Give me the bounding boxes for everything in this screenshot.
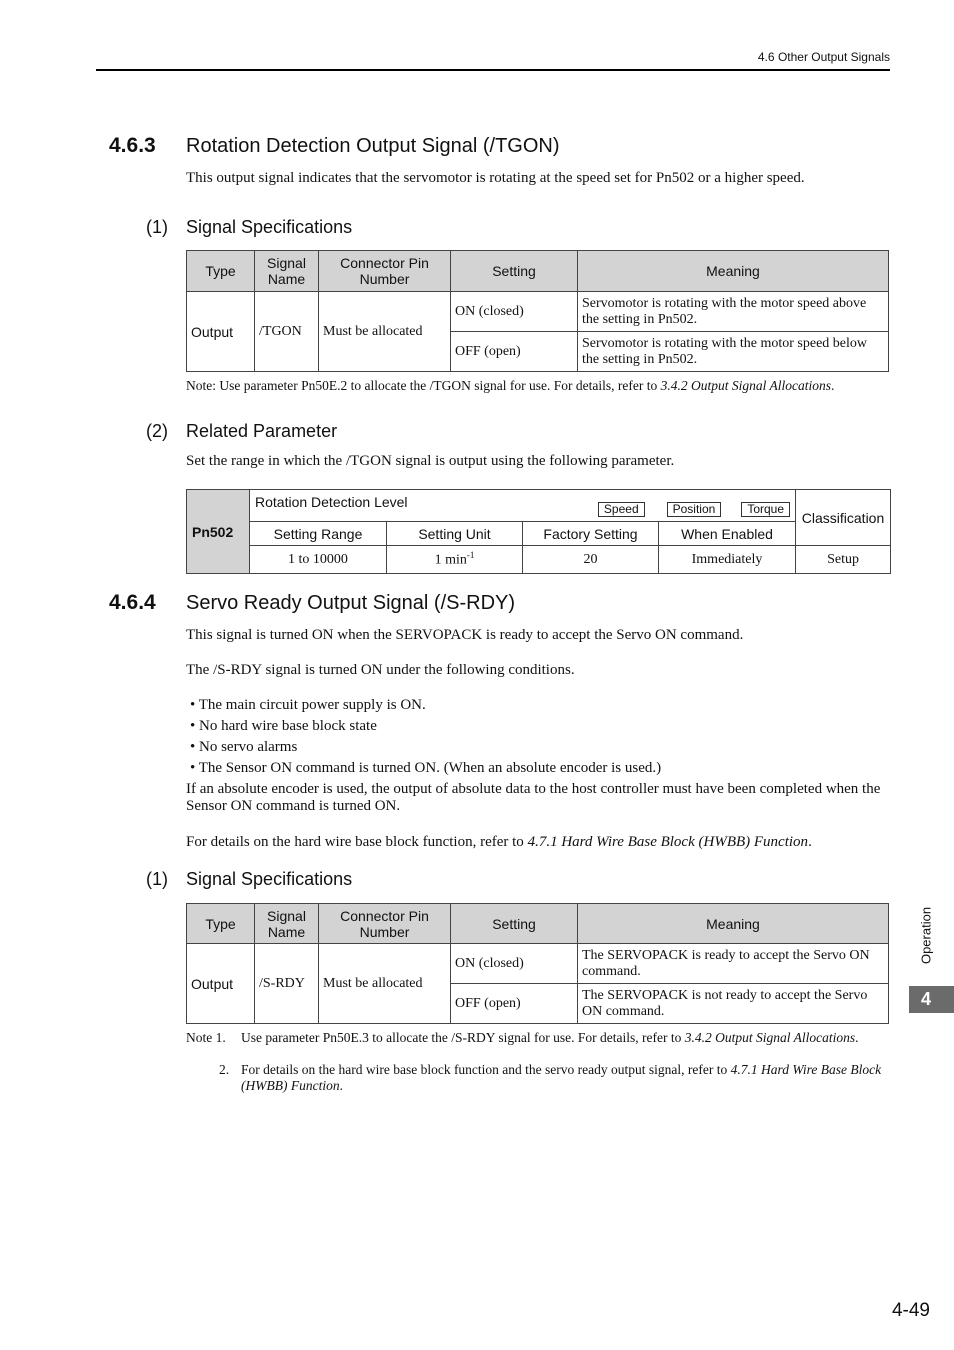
note-1-ref: 3.4.2 Output Signal Allocations (684, 1030, 856, 1045)
cell-setting: ON (closed) (451, 292, 578, 332)
para-1: This signal is turned ON when the SERVOPACK is ready to accept the Servo ON command. (186, 627, 744, 643)
para-4-text: For details on the hard wire base block function, refer to (186, 834, 528, 850)
mode-position: Position (667, 502, 722, 517)
value-factory: 20 (523, 546, 659, 574)
section-number: 4.6.3 (109, 134, 156, 157)
note-prefix: Note: (186, 378, 216, 393)
chapter-tab: 4 (909, 986, 954, 1013)
value-unit-cell (387, 546, 523, 574)
cell-meaning: The SERVOPACK is ready to accept the Servo ON command. (578, 944, 889, 984)
subsection-number: (2) (146, 421, 168, 441)
cell-setting: ON (closed) (451, 944, 578, 984)
note-1-prefix: Note 1. (186, 1030, 226, 1045)
para-2: The /S-RDY signal is turned ON under the following conditions. (186, 662, 575, 678)
note-2-ref: 4.7.1 Hard Wire Base Block (HWBB) Function (241, 1062, 882, 1093)
section-title: Servo Ready Output Signal (/S-RDY) (186, 592, 516, 614)
bullet-item: • No servo alarms (190, 739, 298, 755)
note-1-end: . (855, 1030, 859, 1045)
col-header-setting: Setting (451, 904, 578, 944)
mode-speed: Speed (598, 502, 645, 517)
section-intro: This output signal indicates that the servomotor is rotating at the speed set for Pn502 or a higher speed. (186, 170, 805, 186)
col-header-signal-name: Signal Name (255, 251, 319, 292)
col-header-type: Type (187, 904, 255, 944)
bullet-item: • No hard wire base block state (190, 718, 377, 734)
subsection-number: (1) (146, 869, 168, 889)
tgon-signal-table (186, 250, 889, 372)
value-unit: 1 min (434, 552, 467, 568)
subsection-title: Signal Specifications (186, 217, 353, 237)
note-ref: 3.4.2 Output Signal Allocations (660, 378, 832, 393)
value-range: 1 to 10000 (250, 546, 387, 574)
col-header-meaning: Meaning (578, 251, 889, 292)
col-header-pin: Connector Pin Number (319, 251, 451, 292)
mode-torque: Torque (741, 502, 790, 517)
section-heading-4-6-4 (109, 591, 156, 615)
col-header-type: Type (187, 251, 255, 292)
header-setting-unit: Setting Unit (387, 522, 523, 546)
note-2-text: For details on the hard wire base block function and the servo ready output signal, refer to (241, 1062, 731, 1077)
cell-pin: Must be allocated (319, 944, 451, 1024)
classification-header: Classification (796, 490, 891, 546)
note-1-text: Use parameter Pn50E.3 to allocate the /S-RDY signal for use. For details, refer to (241, 1030, 685, 1045)
cell-signal: /S-RDY (255, 944, 319, 1024)
param-intro: Set the range in which the /TGON signal is output using the following parameter. (186, 453, 675, 469)
cell-meaning: Servomotor is rotating with the motor speed above the setting in Pn502. (578, 292, 889, 332)
page-number: 4-49 (891, 1300, 930, 1321)
note-1 (241, 1030, 889, 1046)
srdy-signal-table (186, 903, 889, 1024)
subsection-number: (1) (146, 217, 168, 237)
cell-type: Output (187, 944, 255, 1024)
para-4-ref: 4.7.1 Hard Wire Base Block (HWBB) Function (527, 834, 809, 850)
running-header: 4.6 Other Output Signals (757, 50, 890, 64)
subsection-title: Related Parameter (186, 421, 338, 441)
cell-type: Output (187, 292, 255, 372)
header-factory-setting: Factory Setting (523, 522, 659, 546)
section-number: 4.6.4 (109, 591, 156, 614)
chapter-side-label: Operation (918, 906, 934, 965)
header-when-enabled: When Enabled (659, 522, 796, 546)
para-4-end: . (808, 834, 812, 850)
param-name-cell (250, 490, 796, 522)
note-text: Use parameter Pn50E.2 to allocate the /TGON signal for use. For details, refer to (219, 378, 661, 393)
bullet-item: • The Sensor ON command is turned ON. (When an absolute encoder is used.) (190, 760, 662, 776)
tgon-note (186, 378, 890, 394)
parameter-table (186, 489, 891, 574)
value-enabled: Immediately (659, 546, 796, 574)
para-3: If an absolute encoder is used, the output of absolute data to the host controller must have been completed when the Sensor ON command is turned ON. (186, 781, 881, 814)
note-2 (241, 1062, 889, 1094)
note-2-number: 2. (219, 1062, 230, 1077)
param-name: Rotation Detection Level (255, 493, 408, 510)
bullet-item: • The main circuit power supply is ON. (190, 697, 426, 713)
note-end: . (831, 378, 835, 393)
header-rule (96, 69, 890, 71)
header-setting-range: Setting Range (250, 522, 387, 546)
cell-signal: /TGON (255, 292, 319, 372)
subsection-title: Signal Specifications (186, 869, 353, 889)
col-header-pin: Connector Pin Number (319, 904, 451, 944)
col-header-meaning: Meaning (578, 904, 889, 944)
col-header-signal-name: Signal Name (255, 904, 319, 944)
note-2-end: . (339, 1078, 343, 1093)
cell-meaning: The SERVOPACK is not ready to accept the Servo ON command. (578, 984, 889, 1024)
col-header-setting: Setting (451, 251, 578, 292)
value-unit-exp: -1 (466, 550, 475, 561)
param-id: Pn502 (187, 490, 250, 574)
para-4 (186, 834, 890, 851)
cell-pin: Must be allocated (319, 292, 451, 372)
cell-setting: OFF (open) (451, 984, 578, 1024)
section-title: Rotation Detection Output Signal (/TGON) (186, 135, 560, 157)
cell-meaning: Servomotor is rotating with the motor speed below the setting in Pn502. (578, 332, 889, 372)
value-classification: Setup (796, 546, 891, 574)
section-heading-4-6-3 (109, 134, 156, 158)
cell-setting: OFF (open) (451, 332, 578, 372)
